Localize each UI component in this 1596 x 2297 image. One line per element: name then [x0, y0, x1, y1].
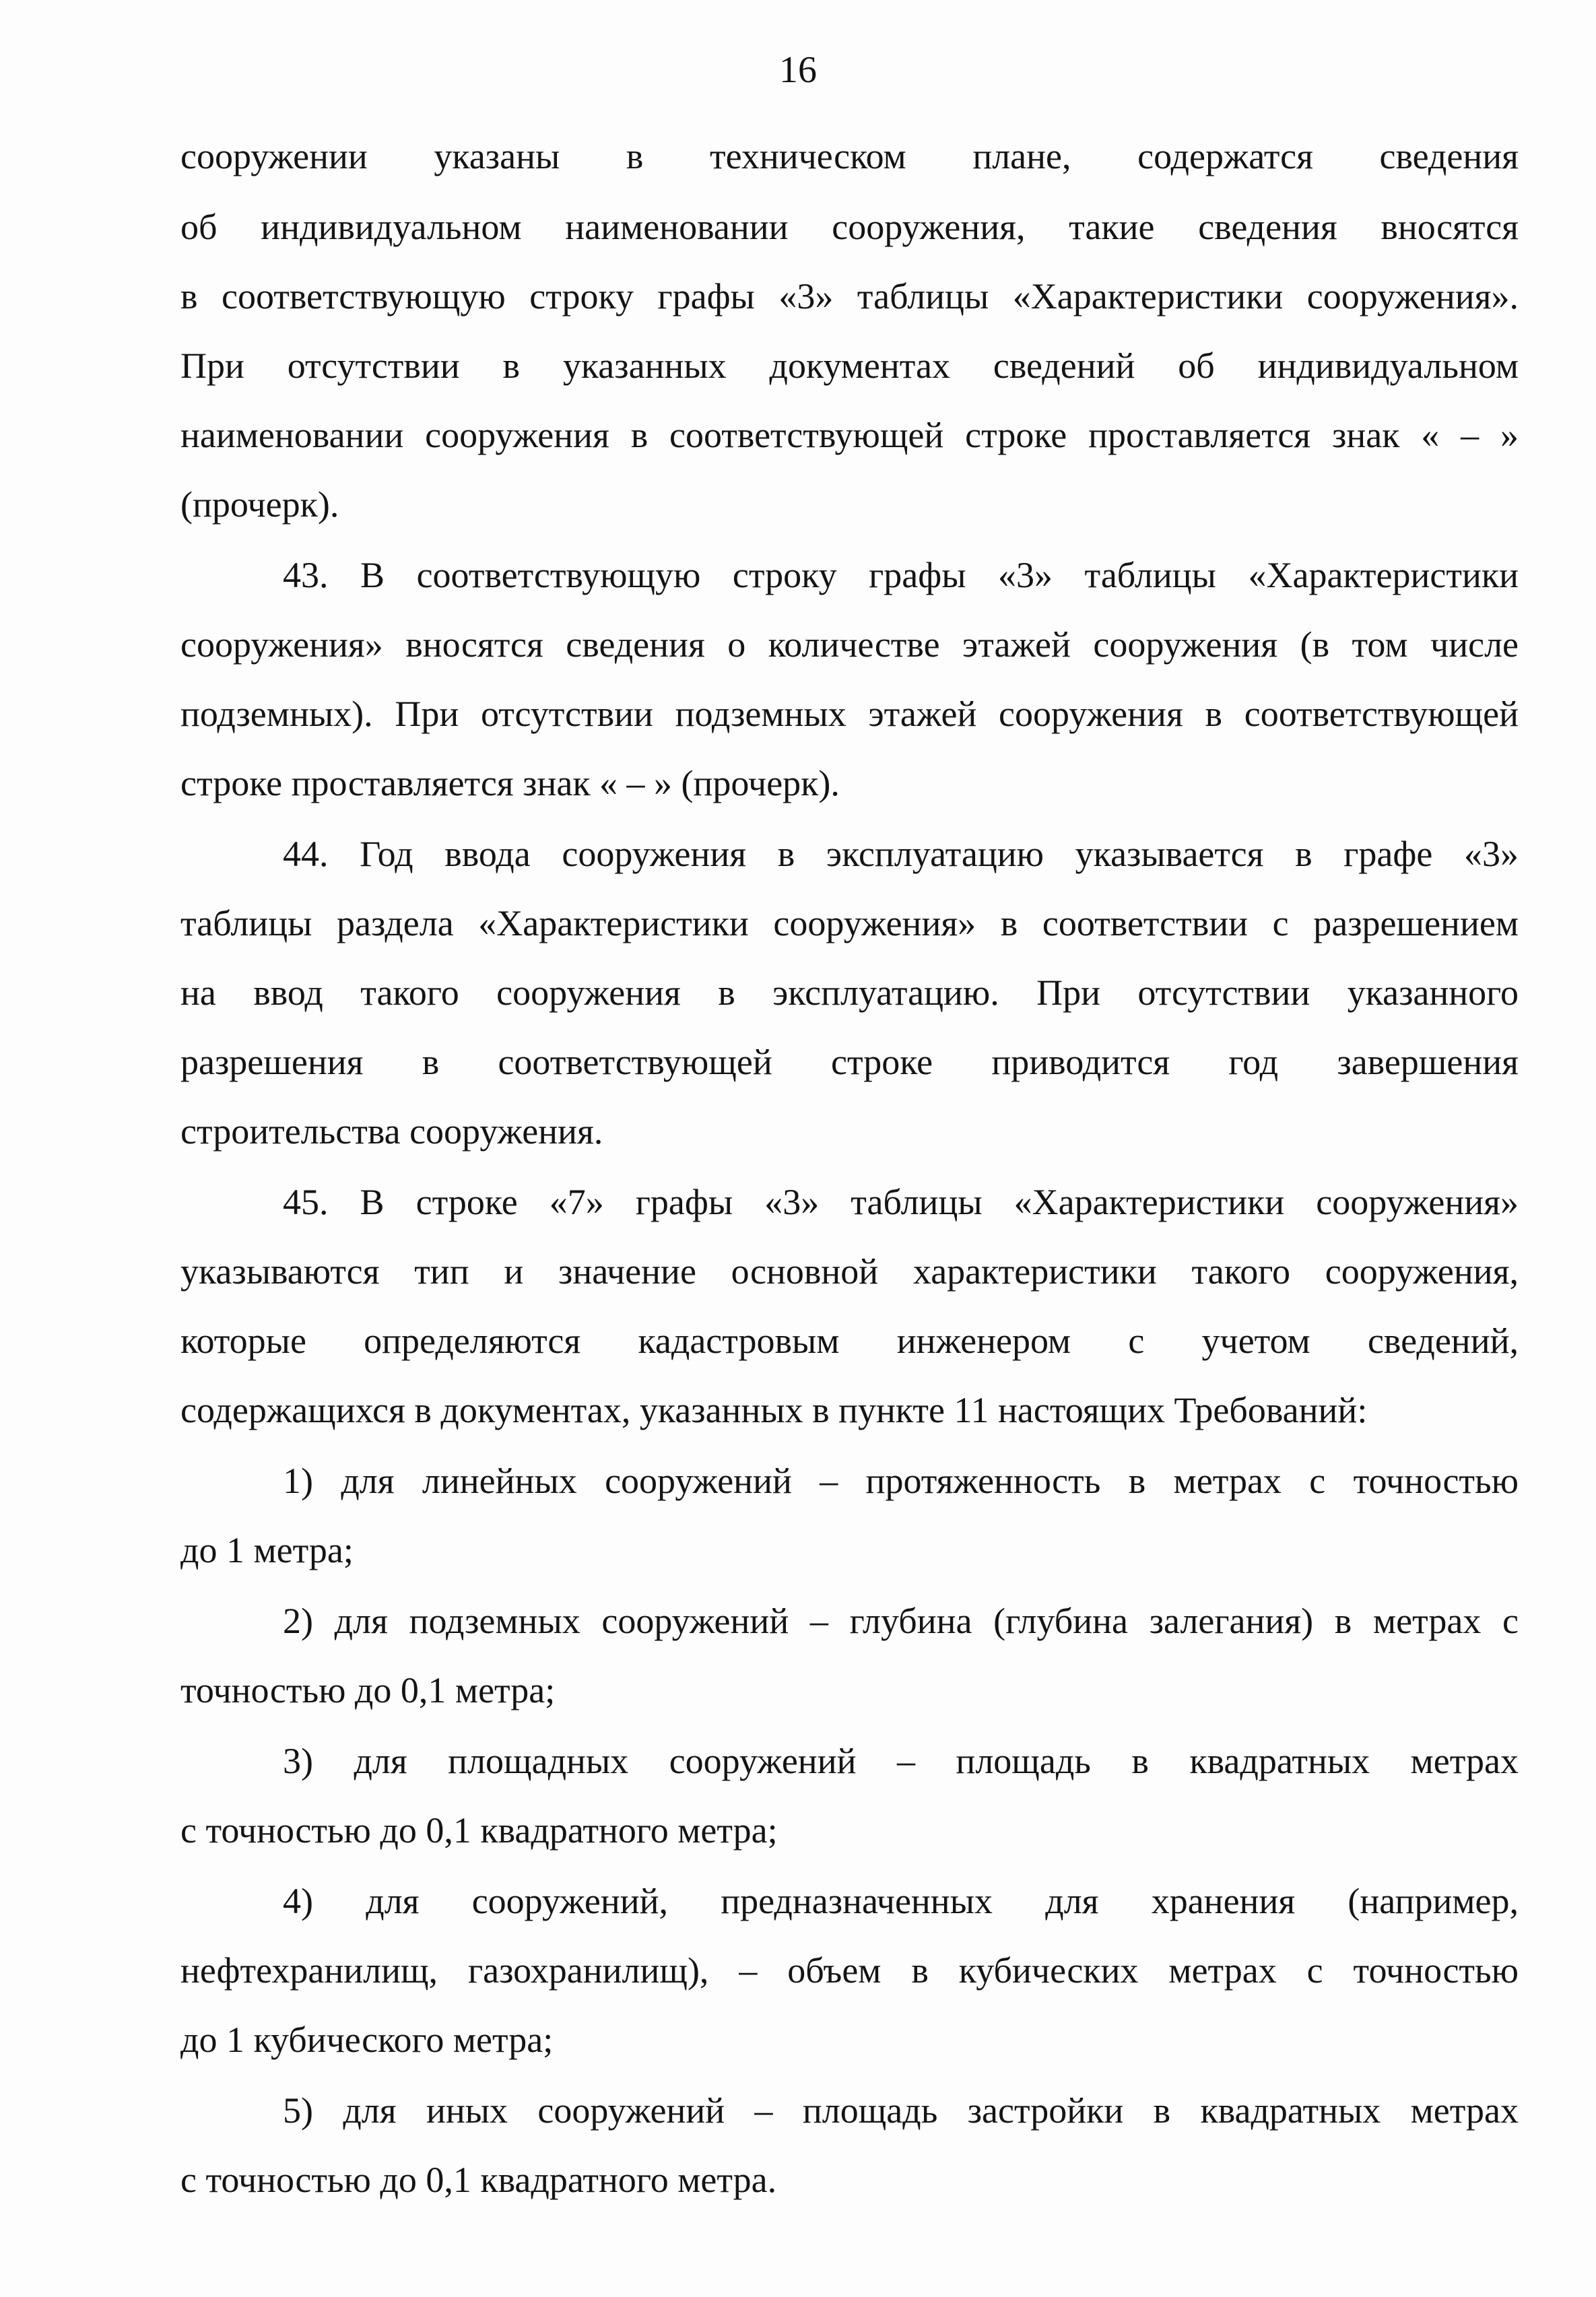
text-line: точностью до 0,1 метра;	[180, 1670, 556, 1710]
list-item-1: 1) для линейных сооружений – протяженность в метрах с точностью	[283, 1461, 1519, 1501]
text-line: с точностью до 0,1 квадратного метра;	[180, 1810, 778, 1851]
text-line: до 1 метра;	[180, 1530, 354, 1570]
text-line: до 1 кубического метра;	[180, 2020, 554, 2060]
paragraph-43-first-line: 43. В соответствующую строку графы «3» таблицы «Характеристики	[283, 555, 1519, 595]
text-line: сооружения» вносятся сведения о количестве этажей сооружения (в том числе	[180, 624, 1519, 665]
text-line: строительства сооружения.	[180, 1111, 603, 1152]
list-item-2: 2) для подземных сооружений – глубина (глубина залегания) в метрах с	[283, 1601, 1519, 1641]
paragraph-44-first-line: 44. Год ввода сооружения в эксплуатацию указывается в графе «3»	[283, 834, 1519, 874]
text-line: указываются тип и значение основной характеристики такого сооружения,	[180, 1251, 1519, 1292]
text-line: разрешения в соответствующей строке приводится год завершения	[180, 1042, 1519, 1082]
list-item-3: 3) для площадных сооружений – площадь в квадратных метрах	[283, 1741, 1519, 1781]
text-line: При отсутствии в указанных документах сведений об индивидуальном	[180, 345, 1519, 386]
text-line: которые определяются кадастровым инженером с учетом сведений,	[180, 1321, 1519, 1361]
text-line: сооружении указаны в техническом плане, содержатся сведения	[180, 136, 1519, 176]
text-line: об индивидуальном наименовании сооружения, такие сведения вносятся	[180, 207, 1519, 247]
text-line: в соответствующую строку графы «3» таблицы «Характеристики сооружения».	[180, 276, 1519, 317]
text-line: с точностью до 0,1 квадратного метра.	[180, 2160, 777, 2200]
text-line: строке проставляется знак « – » (прочерк).	[180, 763, 840, 803]
text-line: таблицы раздела «Характеристики сооружения» в соответствии с разрешением	[180, 903, 1519, 943]
text-line: (прочерк).	[180, 484, 339, 525]
text-line: подземных). При отсутствии подземных этажей сооружения в соответствующей	[180, 694, 1519, 734]
text-line: на ввод такого сооружения в эксплуатацию. При отсутствии указанного	[180, 972, 1519, 1013]
list-item-4: 4) для сооружений, предназначенных для хранения (например,	[283, 1881, 1519, 1921]
text-line: нефтехранилищ, газохранилищ), – объем в кубических метрах с точностью	[180, 1950, 1519, 1991]
list-item-5: 5) для иных сооружений – площадь застройки в квадратных метрах	[283, 2090, 1519, 2131]
page-number: 16	[779, 49, 817, 91]
paragraph-45-first-line: 45. В строке «7» графы «3» таблицы «Характеристики сооружения»	[283, 1182, 1519, 1222]
text-line: содержащихся в документах, указанных в пункте 11 настоящих Требований:	[180, 1390, 1368, 1430]
text-line: наименовании сооружения в соответствующей строке проставляется знак « – »	[180, 415, 1519, 455]
